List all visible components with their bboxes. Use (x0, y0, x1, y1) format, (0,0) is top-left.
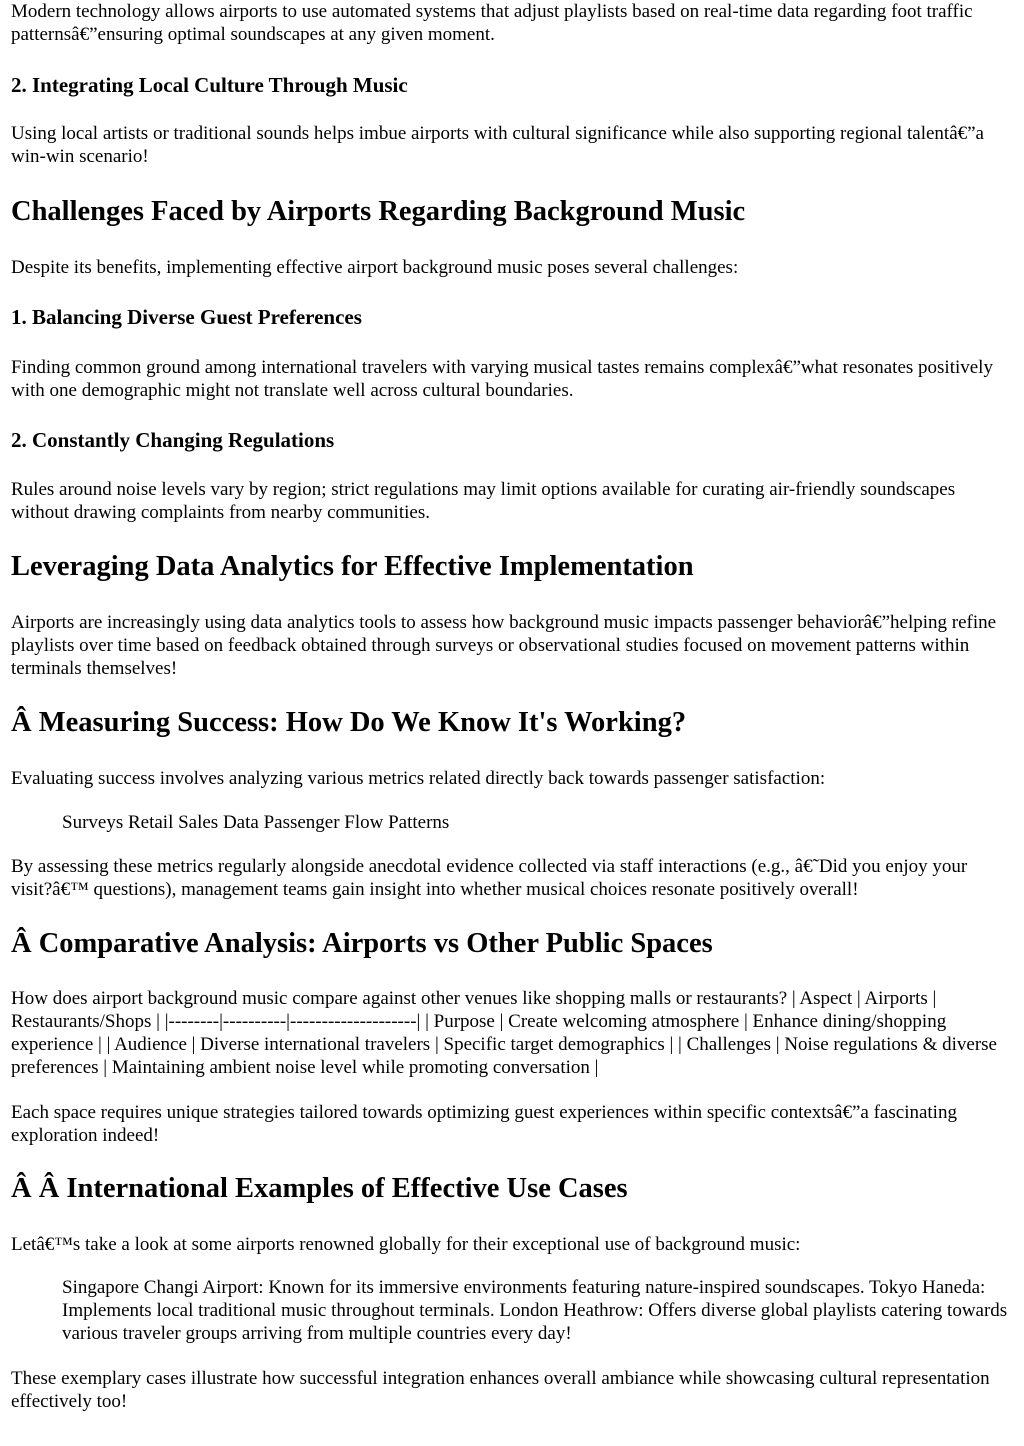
paragraph-international-intro: Letâ€™s take a look at some airports renowned globally for their exceptional use of background music: (11, 1234, 801, 1255)
paragraph-each-space: Each space requires unique strategies tailored towards optimizing guest experiences within specific contextsâ€”a fascinating exploration indeed! (11, 1102, 957, 1146)
paragraph-data-analytics: Airports are increasingly using data analytics tools to assess how background music impacts passenger behaviorâ€”helping refine playlists over time based on feedback obtained through surveys or observational studies focused on movement patterns within terminals themselves! (11, 612, 997, 679)
heading-regulations: 2. Constantly Changing Regulations (11, 428, 335, 452)
heading-balancing-preferences: 1. Balancing Diverse Guest Preferences (11, 305, 362, 329)
paragraph-automation: Modern technology allows airports to use automated systems that adjust playlists based on real-time data regarding foot traffic patternsâ€”ensuring optimal soundscapes at any given moment. (11, 1, 973, 45)
list-airports: Singapore Changi Airport: Known for its immersive environments featuring nature-inspired soundscapes. Tokyo Haneda: Implements local traditional music throughout terminals. London Heathrow: Offers diverse global playlists catering towards various traveler groups arriving from multiple countries every day! (62, 1277, 1008, 1344)
paragraph-assessing-metrics: By assessing these metrics regularly alongside anecdotal evidence collected via staff interactions (e.g., â€˜Did you enjoy your visit?â€™ questions), management teams gain insight into whether musical choices resonate positively overall! (11, 856, 968, 900)
paragraph-regulations: Rules around noise levels vary by region; strict regulations may limit options available for curating air-friendly soundscapes without drawing complaints from nearby communities. (11, 479, 956, 523)
paragraph-conclusion: These exemplary cases illustrate how successful integration enhances overall ambiance while showcasing cultural representation effectively too! (11, 1368, 990, 1412)
paragraph-measuring-success: Evaluating success involves analyzing various metrics related directly back towards passenger satisfaction: (11, 768, 826, 789)
paragraph-local-culture: Using local artists or traditional sounds helps imbue airports with cultural significance while also supporting regional talentâ€”a win-win scenario! (11, 123, 984, 167)
paragraph-comparison-table: How does airport background music compare against other venues like shopping malls or restaurants? | Aspect | Airports | Restaurants/Shops | |--------|----------|--------------------| | Purpose | Create welcoming atmosphere | Enhance dining/shopping experience | | Audience | Diverse international travelers | Specific target demographics | | Challenges | Noise regulations & diverse preferences | Maintaining ambient noise level while promoting conversation | (11, 988, 997, 1078)
heading-comparative-analysis: Â Comparative Analysis: Airports vs Other Public Spaces (11, 928, 713, 959)
paragraph-challenges-intro: Despite its benefits, implementing effective airport background music poses several challenges: (11, 257, 739, 278)
heading-measuring-success: Â Measuring Success: How Do We Know It's Working? (11, 707, 687, 738)
list-metrics: Surveys Retail Sales Data Passenger Flow Patterns (62, 812, 450, 833)
heading-data-analytics: Leveraging Data Analytics for Effective Implementation (11, 551, 694, 582)
heading-international-examples: Â Â International Examples of Effective Use Cases (11, 1173, 628, 1204)
heading-challenges: Challenges Faced by Airports Regarding Background Music (11, 196, 746, 227)
paragraph-balancing-preferences: Finding common ground among international travelers with varying musical tastes remains complexâ€”what resonates positively with one demographic might not translate well across cultural boundaries. (11, 357, 993, 401)
heading-local-culture: 2. Integrating Local Culture Through Music (11, 73, 408, 97)
